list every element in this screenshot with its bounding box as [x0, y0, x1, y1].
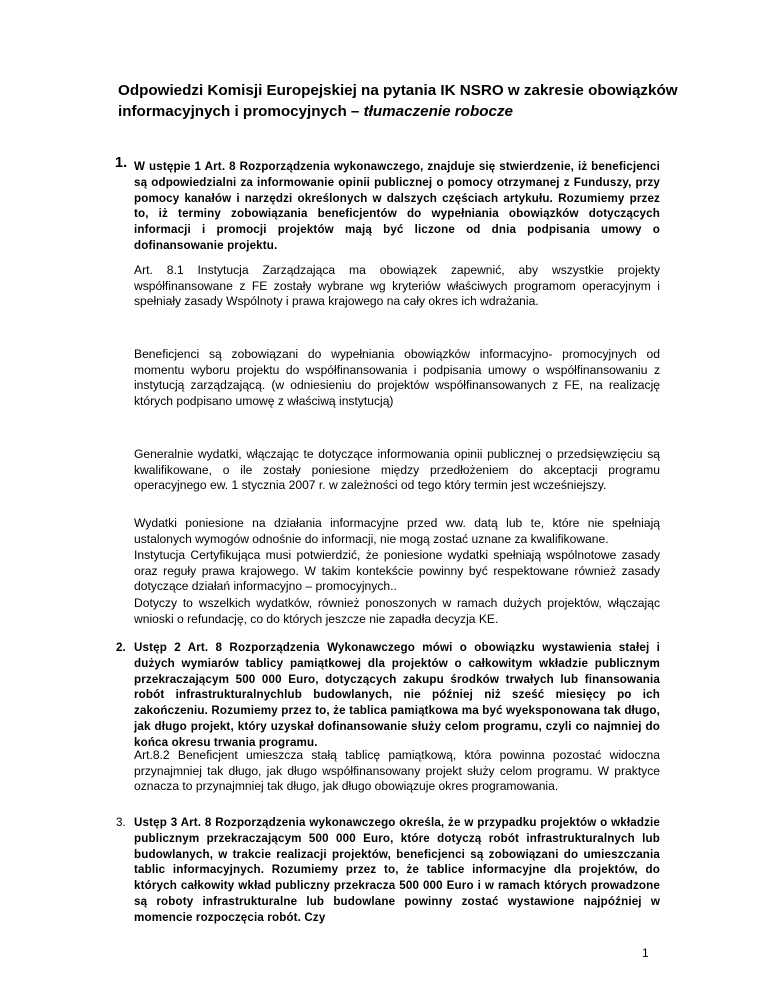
title-main: Odpowiedzi Komisji Europejskiej na pytania IK NSRO w zakresie obowiązków informacyjnych i promocyjnych –	[118, 82, 678, 120]
answer-1-6: Dotyczy to wszelkich wydatków, również ponoszonych w ramach dużych projektów, włączając wnioski o refundację, co do których jeszcze nie zapadła decyzja KE.	[134, 596, 660, 626]
answer-1-2: Beneficjenci są zobowiązani do wypełniania obowiązków informacyjno- promocyjnych od momentu wyboru projektu do współfinansowania i podpisania umowy o współfinansowaniu z instytucją zarządzającą. (w odniesieniu do projektów współfinansowanych z FE, na realizację których podpisano umowę z właściwą instytucją)	[134, 347, 660, 408]
item-number: 3.	[116, 816, 126, 829]
document-title	[118, 80, 708, 122]
item-number: 1.	[115, 155, 128, 171]
question-1: W ustępie 1 Art. 8 Rozporządzenia wykonawczego, znajduje się stwierdzenie, iż beneficjenci są odpowiedzialni za informowanie opinii publicznej o pomocy otrzymanej z Funduszy, przy pomocy kanałów i narzędzi określonych w dalszych częściach artykułu. Rozumiemy przez to, iż terminy zobowiązania beneficjentów do wypełniania obowiązków dotyczących informacji i promocji projektów mają być liczone od dnia podpisania umowy o dofinansowanie projektu.	[134, 160, 660, 252]
title-italic: tłumaczenie robocze	[363, 103, 513, 120]
page-number: 1	[642, 946, 649, 960]
answer-1-4: Wydatki poniesione na działania informacyjne przed ww. datą lub te, które nie spełniają ustalonych wymogów odnośnie do informacji, nie mogą zostać uznane za kwalifikowane.	[134, 516, 660, 546]
question-2: Ustęp 2 Art. 8 Rozporządzenia Wykonawczego mówi o obowiązku wystawienia stałej i dużych wymiarów tablicy pamiątkowej dla projektów o całkowitym wkładzie publicznym przekraczającym 500 000 Euro, dotyczących zakupu środków trwałych lub finansowania robót infrastrukturalnychlub budowlanych, nie później niż sześć miesięcy po ich zakończeniu. Rozumiemy przez to, że tablica pamiątkowa ma być wyeksponowana tak długo, jak długo projekt, który uzyskał dofinansowanie służy celom programu, czyli co najmniej do końca okresu trwania programu.	[134, 641, 660, 749]
item-number: 2.	[116, 641, 126, 654]
answer-1-5: Instytucja Certyfikująca musi potwierdzić, że poniesione wydatki spełniają wspólnotowe zasady oraz reguły prawa krajowego. W takim kontekście powinny być respektowane również zasady dotyczące działań informacyjno – promocyjnych..	[134, 548, 660, 594]
answer-1-3: Generalnie wydatki, włączając te dotyczące informowania opinii publicznej o przedsięwzięciu są kwalifikowane, o ile zostały poniesione między przedłożeniem do akceptacji programu operacyjnego ew. 1 stycznia 2007 r. w zależności od tego który termin jest wcześniejszy.	[134, 447, 660, 493]
answer-1-1: Art. 8.1 Instytucja Zarządzająca ma obowiązek zapewnić, aby wszystkie projekty współfinansowane z FE zostały wybrane wg kryteriów właściwych programom operacyjnym i spełniały zasady Wspólnoty i prawa krajowego na cały okres ich wdrażania.	[134, 263, 660, 309]
question-3: Ustęp 3 Art. 8 Rozporządzenia wykonawczego określa, że w przypadku projektów o wkładzie publicznym przekraczającym 500 000 Euro, które dotyczą robót infrastrukturalnych lub budowlanych, w trakcie realizacji projektów, beneficjenci są zobowiązani do umieszczania tablic informacyjnych. Rozumiemy przez to, że tablice informacyjne dla projektów, do których całkowity wkład publiczny przekracza 500 000 Euro i w ramach których prowadzone są roboty infrastrukturalne lub budowlane powinny zostać wystawione najpóźniej w momencie rozpoczęcia robót. Czy	[134, 816, 660, 924]
answer-2-1: Art.8.2 Beneficjent umieszcza stałą tablicę pamiątkową, która powinna pozostać widoczna przynajmniej tak długo, jak długo współfinansowany projekt służy celom programu. W praktyce oznacza to przynajmniej tak długo, jak długo obowiązuje okres programowania.	[134, 748, 660, 794]
